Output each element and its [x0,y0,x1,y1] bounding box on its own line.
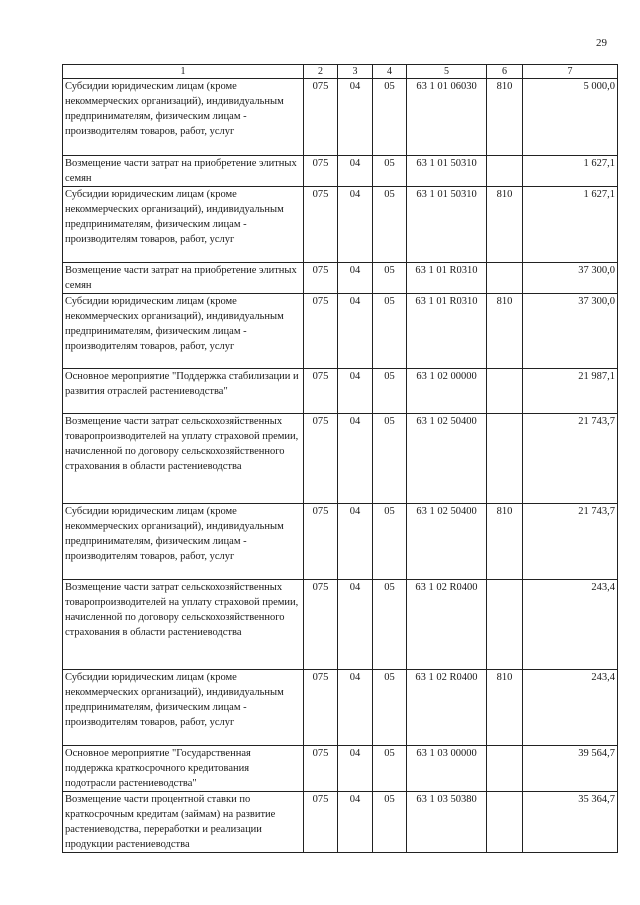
row-expense-type-cell [487,580,523,670]
row-subsection-cell: 05 [373,263,407,294]
row-section-cell: 04 [338,670,373,746]
row-grbs-cell: 075 [304,294,338,369]
row-amount-cell: 35 364,7 [523,792,618,853]
row-section-cell: 04 [338,580,373,670]
row-name-cell: Возмещение части затрат сельскохозяйственных товаропроизводителей на уплату страховой премии, начисленной по договору сельскохозяйственного страхования в области растениеводства [63,414,304,504]
row-section-cell: 04 [338,294,373,369]
table-row [63,580,618,670]
row-amount-cell: 21 987,1 [523,369,618,414]
row-subsection-cell: 05 [373,156,407,187]
row-expense-type-cell [487,263,523,294]
row-name-cell: Субсидии юридическим лицам (кроме некоммерческих организаций), индивидуальным предпринимателям, физическим лицам - производителям товаров, работ, услуг [63,79,304,156]
row-subsection-cell: 05 [373,187,407,263]
header-row [63,65,618,79]
row-amount-cell: 243,4 [523,670,618,746]
column-header: 5 [407,65,487,79]
row-section-cell: 04 [338,792,373,853]
row-subsection-cell: 05 [373,580,407,670]
row-target-code-cell: 63 1 01 R0310 [407,263,487,294]
row-grbs-cell: 075 [304,263,338,294]
row-section-cell: 04 [338,263,373,294]
row-grbs-cell: 075 [304,504,338,580]
row-target-code-cell: 63 1 02 R0400 [407,580,487,670]
column-header: 1 [63,65,304,79]
row-subsection-cell: 05 [373,414,407,504]
row-subsection-cell: 05 [373,670,407,746]
row-name-cell: Субсидии юридическим лицам (кроме некоммерческих организаций), индивидуальным предпринимателям, физическим лицам - производителям товаров, работ, услуг [63,294,304,369]
row-target-code-cell: 63 1 01 R0310 [407,294,487,369]
page-number: 29 [596,37,607,49]
row-amount-cell: 243,4 [523,580,618,670]
row-name-cell: Возмещение части затрат сельскохозяйственных товаропроизводителей на уплату страховой премии, начисленной по договору сельскохозяйственного страхования в области растениеводства [63,580,304,670]
row-grbs-cell: 075 [304,580,338,670]
row-expense-type-cell [487,156,523,187]
row-name-cell: Субсидии юридическим лицам (кроме некоммерческих организаций), индивидуальным предпринимателям, физическим лицам - производителям товаров, работ, услуг [63,504,304,580]
row-target-code-cell: 63 1 02 00000 [407,369,487,414]
row-subsection-cell: 05 [373,79,407,156]
row-name-cell: Возмещение части затрат на приобретение элитных семян [63,156,304,187]
row-name-cell: Возмещение части затрат на приобретение элитных семян [63,263,304,294]
row-section-cell: 04 [338,504,373,580]
row-target-code-cell: 63 1 02 50400 [407,504,487,580]
row-amount-cell: 21 743,7 [523,414,618,504]
row-grbs-cell: 075 [304,792,338,853]
row-grbs-cell: 075 [304,414,338,504]
table-row [63,79,618,156]
row-subsection-cell: 05 [373,746,407,792]
column-header: 3 [338,65,373,79]
row-expense-type-cell [487,414,523,504]
row-grbs-cell: 075 [304,369,338,414]
row-amount-cell: 1 627,1 [523,156,618,187]
row-target-code-cell: 63 1 03 00000 [407,746,487,792]
row-target-code-cell: 63 1 02 R0400 [407,670,487,746]
row-grbs-cell: 075 [304,187,338,263]
row-amount-cell: 1 627,1 [523,187,618,263]
row-section-cell: 04 [338,79,373,156]
row-section-cell: 04 [338,369,373,414]
budget-table [62,64,618,853]
row-grbs-cell: 075 [304,746,338,792]
table-row [63,670,618,746]
column-header: 2 [304,65,338,79]
row-target-code-cell: 63 1 01 50310 [407,156,487,187]
table-row [63,746,618,792]
table-row [63,294,618,369]
table-row [63,414,618,504]
row-name-cell: Субсидии юридическим лицам (кроме некоммерческих организаций), индивидуальным предпринимателям, физическим лицам - производителям товаров, работ, услуг [63,187,304,263]
row-section-cell: 04 [338,746,373,792]
row-expense-type-cell [487,369,523,414]
row-grbs-cell: 075 [304,79,338,156]
column-header: 4 [373,65,407,79]
row-grbs-cell: 075 [304,156,338,187]
table-row [63,369,618,414]
column-header: 7 [523,65,618,79]
row-target-code-cell: 63 1 01 50310 [407,187,487,263]
row-name-cell: Возмещение части процентной ставки по краткосрочным кредитам (займам) на развитие растениеводства, переработки и реализации продукции растениеводства [63,792,304,853]
row-expense-type-cell: 810 [487,504,523,580]
row-expense-type-cell: 810 [487,79,523,156]
row-section-cell: 04 [338,156,373,187]
table-row [63,504,618,580]
table-row [63,187,618,263]
row-amount-cell: 39 564,7 [523,746,618,792]
row-expense-type-cell: 810 [487,187,523,263]
row-expense-type-cell [487,792,523,853]
row-amount-cell: 37 300,0 [523,294,618,369]
row-target-code-cell: 63 1 03 50380 [407,792,487,853]
row-expense-type-cell [487,746,523,792]
row-section-cell: 04 [338,414,373,504]
table-row [63,263,618,294]
row-name-cell: Субсидии юридическим лицам (кроме некоммерческих организаций), индивидуальным предпринимателям, физическим лицам - производителям товаров, работ, услуг [63,670,304,746]
table-row [63,792,618,853]
row-subsection-cell: 05 [373,504,407,580]
row-grbs-cell: 075 [304,670,338,746]
row-amount-cell: 37 300,0 [523,263,618,294]
row-target-code-cell: 63 1 02 50400 [407,414,487,504]
row-subsection-cell: 05 [373,792,407,853]
row-subsection-cell: 05 [373,294,407,369]
row-amount-cell: 21 743,7 [523,504,618,580]
row-section-cell: 04 [338,187,373,263]
row-subsection-cell: 05 [373,369,407,414]
column-header: 6 [487,65,523,79]
row-expense-type-cell: 810 [487,670,523,746]
row-name-cell: Основное мероприятие "Поддержка стабилизации и развития отраслей растениеводства" [63,369,304,414]
row-expense-type-cell: 810 [487,294,523,369]
row-amount-cell: 5 000,0 [523,79,618,156]
row-target-code-cell: 63 1 01 06030 [407,79,487,156]
row-name-cell: Основное мероприятие "Государственная поддержка краткосрочного кредитования подотрасли растениеводства" [63,746,304,792]
table-row [63,156,618,187]
